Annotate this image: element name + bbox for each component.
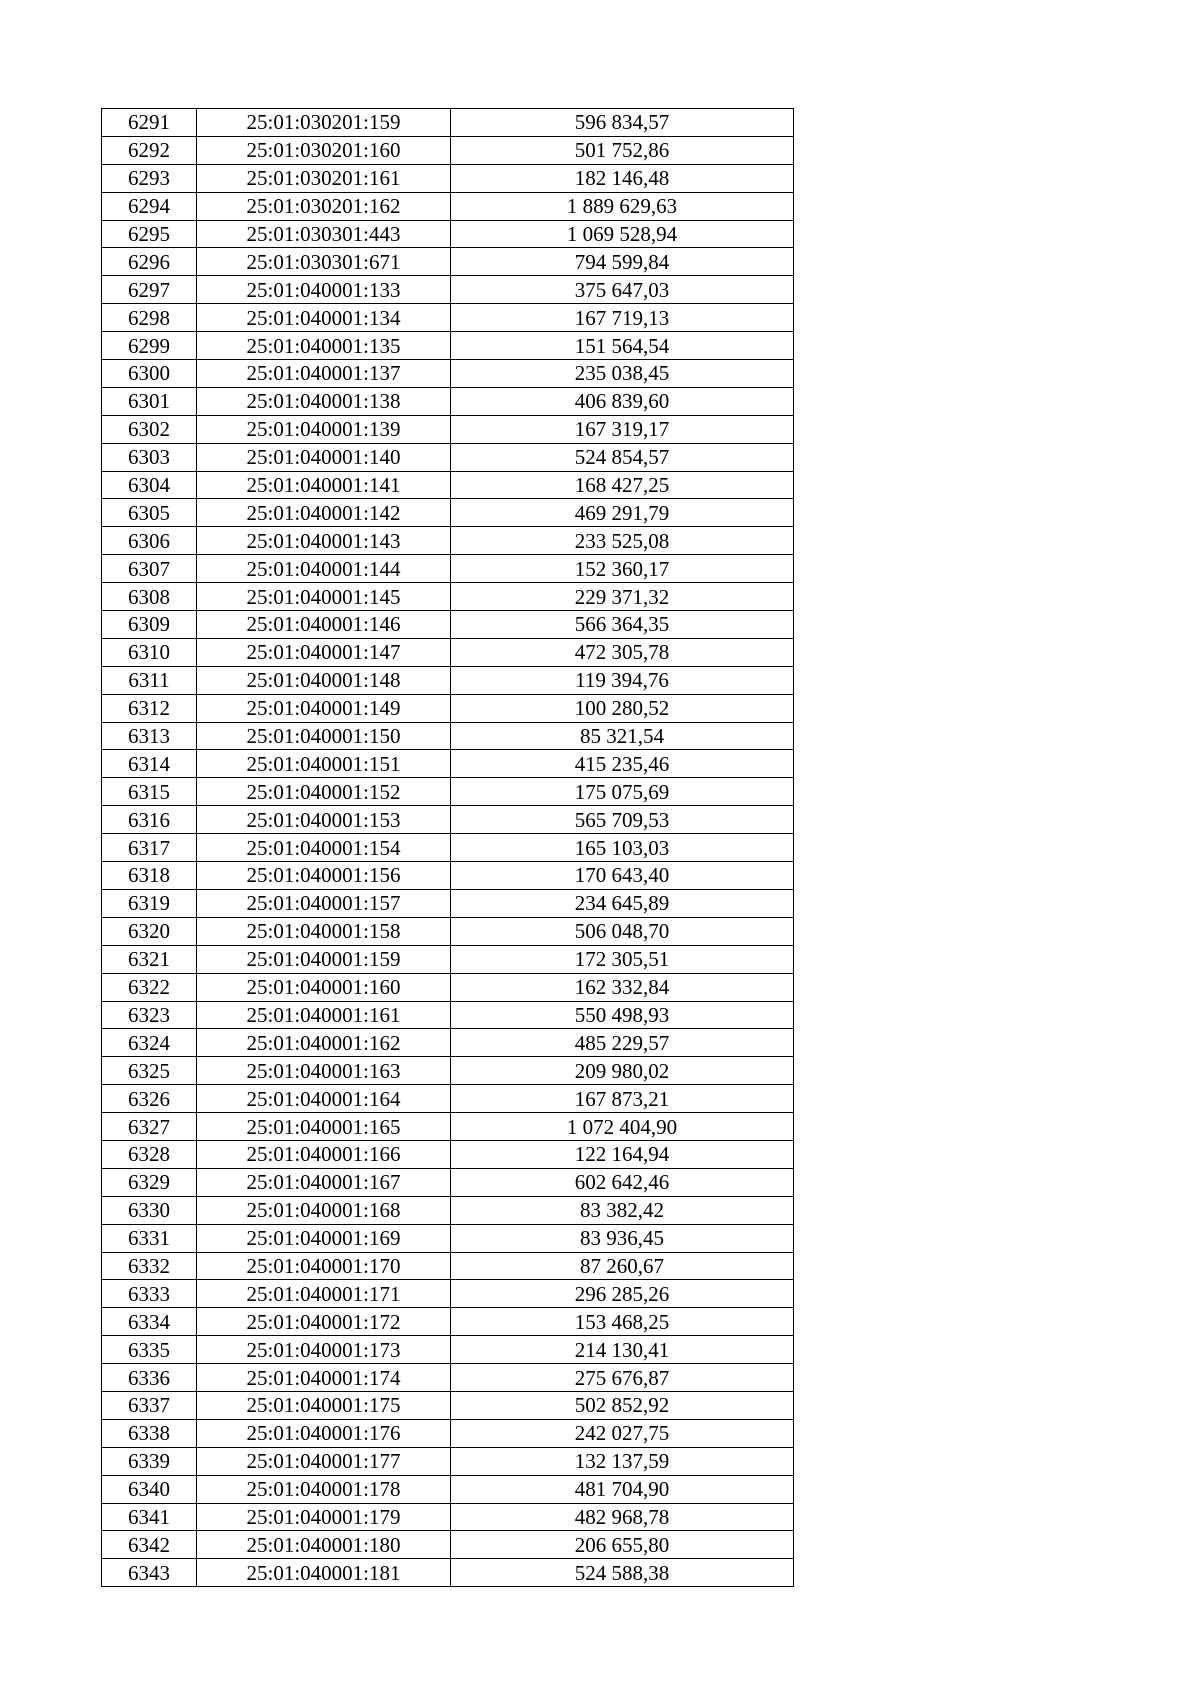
value-cell: 524 588,38 — [451, 1559, 794, 1587]
table-row — [102, 722, 794, 750]
row-number-cell: 6303 — [102, 443, 197, 471]
cadastral-number-cell: 25:01:040001:160 — [197, 973, 451, 1001]
cadastral-number-cell: 25:01:040001:141 — [197, 471, 451, 499]
cadastral-number-cell: 25:01:040001:135 — [197, 332, 451, 360]
row-number-cell: 6304 — [102, 471, 197, 499]
value-cell: 485 229,57 — [451, 1029, 794, 1057]
cadastral-number-cell: 25:01:040001:154 — [197, 834, 451, 862]
table-row — [102, 889, 794, 917]
value-cell: 229 371,32 — [451, 583, 794, 611]
row-number-cell: 6334 — [102, 1308, 197, 1336]
table-row — [102, 136, 794, 164]
cadastral-number-cell: 25:01:040001:133 — [197, 276, 451, 304]
value-cell: 1 072 404,90 — [451, 1113, 794, 1141]
value-cell: 375 647,03 — [451, 276, 794, 304]
cadastral-number-cell: 25:01:040001:169 — [197, 1224, 451, 1252]
row-number-cell: 6340 — [102, 1475, 197, 1503]
table-row — [102, 109, 794, 137]
row-number-cell: 6330 — [102, 1196, 197, 1224]
value-cell: 83 382,42 — [451, 1196, 794, 1224]
value-cell: 119 394,76 — [451, 666, 794, 694]
cadastral-number-cell: 25:01:040001:167 — [197, 1168, 451, 1196]
cadastral-number-cell: 25:01:040001:151 — [197, 750, 451, 778]
table-row — [102, 945, 794, 973]
row-number-cell: 6343 — [102, 1559, 197, 1587]
cadastral-number-cell: 25:01:040001:146 — [197, 611, 451, 639]
value-cell: 482 968,78 — [451, 1503, 794, 1531]
cadastral-number-cell: 25:01:040001:140 — [197, 443, 451, 471]
value-cell: 214 130,41 — [451, 1336, 794, 1364]
value-cell: 235 038,45 — [451, 360, 794, 388]
cadastral-number-cell: 25:01:040001:165 — [197, 1113, 451, 1141]
cadastral-number-cell: 25:01:040001:161 — [197, 1001, 451, 1029]
value-cell: 152 360,17 — [451, 555, 794, 583]
value-cell: 550 498,93 — [451, 1001, 794, 1029]
cadastral-number-cell: 25:01:040001:157 — [197, 889, 451, 917]
row-number-cell: 6319 — [102, 889, 197, 917]
row-number-cell: 6331 — [102, 1224, 197, 1252]
row-number-cell: 6325 — [102, 1057, 197, 1085]
cadastral-number-cell: 25:01:040001:162 — [197, 1029, 451, 1057]
table-row — [102, 1531, 794, 1559]
row-number-cell: 6301 — [102, 387, 197, 415]
row-number-cell: 6341 — [102, 1503, 197, 1531]
row-number-cell: 6308 — [102, 583, 197, 611]
row-number-cell: 6323 — [102, 1001, 197, 1029]
value-cell: 1 069 528,94 — [451, 220, 794, 248]
table-row — [102, 304, 794, 332]
row-number-cell: 6312 — [102, 694, 197, 722]
row-number-cell: 6336 — [102, 1364, 197, 1392]
value-cell: 87 260,67 — [451, 1252, 794, 1280]
value-cell: 182 146,48 — [451, 164, 794, 192]
value-cell: 502 852,92 — [451, 1391, 794, 1419]
cadastral-value-table — [101, 108, 794, 1587]
cadastral-number-cell: 25:01:040001:143 — [197, 527, 451, 555]
table-row — [102, 666, 794, 694]
table-row — [102, 1224, 794, 1252]
cadastral-number-cell: 25:01:040001:175 — [197, 1391, 451, 1419]
value-cell: 151 564,54 — [451, 332, 794, 360]
value-cell: 234 645,89 — [451, 889, 794, 917]
row-number-cell: 6314 — [102, 750, 197, 778]
cadastral-number-cell: 25:01:040001:138 — [197, 387, 451, 415]
value-cell: 162 332,84 — [451, 973, 794, 1001]
row-number-cell: 6310 — [102, 638, 197, 666]
table-row — [102, 555, 794, 583]
table-body — [102, 109, 794, 1587]
cadastral-number-cell: 25:01:040001:166 — [197, 1140, 451, 1168]
cadastral-number-cell: 25:01:040001:149 — [197, 694, 451, 722]
cadastral-number-cell: 25:01:040001:145 — [197, 583, 451, 611]
cadastral-number-cell: 25:01:040001:139 — [197, 415, 451, 443]
row-number-cell: 6321 — [102, 945, 197, 973]
row-number-cell: 6316 — [102, 806, 197, 834]
table-row — [102, 1475, 794, 1503]
value-cell: 100 280,52 — [451, 694, 794, 722]
value-cell: 206 655,80 — [451, 1531, 794, 1559]
row-number-cell: 6327 — [102, 1113, 197, 1141]
row-number-cell: 6296 — [102, 248, 197, 276]
row-number-cell: 6329 — [102, 1168, 197, 1196]
row-number-cell: 6311 — [102, 666, 197, 694]
row-number-cell: 6317 — [102, 834, 197, 862]
cadastral-number-cell: 25:01:030201:162 — [197, 192, 451, 220]
value-cell: 296 285,26 — [451, 1280, 794, 1308]
row-number-cell: 6291 — [102, 109, 197, 137]
cadastral-number-cell: 25:01:040001:147 — [197, 638, 451, 666]
cadastral-number-cell: 25:01:040001:156 — [197, 862, 451, 890]
row-number-cell: 6332 — [102, 1252, 197, 1280]
row-number-cell: 6300 — [102, 360, 197, 388]
table-row — [102, 1196, 794, 1224]
table-row — [102, 192, 794, 220]
cadastral-number-cell: 25:01:040001:159 — [197, 945, 451, 973]
table-row — [102, 1252, 794, 1280]
value-cell: 275 676,87 — [451, 1364, 794, 1392]
value-cell: 469 291,79 — [451, 499, 794, 527]
row-number-cell: 6328 — [102, 1140, 197, 1168]
cadastral-number-cell: 25:01:040001:152 — [197, 778, 451, 806]
value-cell: 172 305,51 — [451, 945, 794, 973]
row-number-cell: 6326 — [102, 1085, 197, 1113]
cadastral-number-cell: 25:01:040001:170 — [197, 1252, 451, 1280]
cadastral-number-cell: 25:01:040001:158 — [197, 917, 451, 945]
row-number-cell: 6305 — [102, 499, 197, 527]
cadastral-number-cell: 25:01:040001:144 — [197, 555, 451, 583]
table-row — [102, 1447, 794, 1475]
cadastral-number-cell: 25:01:030301:671 — [197, 248, 451, 276]
table-row — [102, 1001, 794, 1029]
cadastral-number-cell: 25:01:040001:174 — [197, 1364, 451, 1392]
row-number-cell: 6322 — [102, 973, 197, 1001]
row-number-cell: 6313 — [102, 722, 197, 750]
row-number-cell: 6342 — [102, 1531, 197, 1559]
table-row — [102, 750, 794, 778]
row-number-cell: 6315 — [102, 778, 197, 806]
row-number-cell: 6298 — [102, 304, 197, 332]
table-row — [102, 1503, 794, 1531]
value-cell: 596 834,57 — [451, 109, 794, 137]
table-row — [102, 415, 794, 443]
row-number-cell: 6294 — [102, 192, 197, 220]
value-cell: 132 137,59 — [451, 1447, 794, 1475]
cadastral-number-cell: 25:01:040001:181 — [197, 1559, 451, 1587]
cadastral-number-cell: 25:01:030201:159 — [197, 109, 451, 137]
cadastral-number-cell: 25:01:040001:178 — [197, 1475, 451, 1503]
value-cell: 565 709,53 — [451, 806, 794, 834]
row-number-cell: 6306 — [102, 527, 197, 555]
row-number-cell: 6307 — [102, 555, 197, 583]
table-row — [102, 611, 794, 639]
value-cell: 481 704,90 — [451, 1475, 794, 1503]
row-number-cell: 6324 — [102, 1029, 197, 1057]
value-cell: 506 048,70 — [451, 917, 794, 945]
value-cell: 794 599,84 — [451, 248, 794, 276]
cadastral-number-cell: 25:01:040001:148 — [197, 666, 451, 694]
row-number-cell: 6320 — [102, 917, 197, 945]
cadastral-number-cell: 25:01:040001:173 — [197, 1336, 451, 1364]
table-row — [102, 1113, 794, 1141]
value-cell: 524 854,57 — [451, 443, 794, 471]
table-row — [102, 220, 794, 248]
value-cell: 406 839,60 — [451, 387, 794, 415]
cadastral-number-cell: 25:01:040001:164 — [197, 1085, 451, 1113]
cadastral-number-cell: 25:01:040001:171 — [197, 1280, 451, 1308]
row-number-cell: 6339 — [102, 1447, 197, 1475]
table-row — [102, 360, 794, 388]
cadastral-number-cell: 25:01:040001:180 — [197, 1531, 451, 1559]
cadastral-number-cell: 25:01:040001:172 — [197, 1308, 451, 1336]
value-cell: 1 889 629,63 — [451, 192, 794, 220]
table-row — [102, 917, 794, 945]
value-cell: 167 873,21 — [451, 1085, 794, 1113]
cadastral-number-cell: 25:01:040001:177 — [197, 1447, 451, 1475]
row-number-cell: 6292 — [102, 136, 197, 164]
table-row — [102, 694, 794, 722]
row-number-cell: 6338 — [102, 1419, 197, 1447]
value-cell: 122 164,94 — [451, 1140, 794, 1168]
row-number-cell: 6333 — [102, 1280, 197, 1308]
row-number-cell: 6318 — [102, 862, 197, 890]
table-row — [102, 1419, 794, 1447]
value-cell: 170 643,40 — [451, 862, 794, 890]
cadastral-number-cell: 25:01:040001:134 — [197, 304, 451, 332]
table-row — [102, 1364, 794, 1392]
row-number-cell: 6302 — [102, 415, 197, 443]
table-row — [102, 834, 794, 862]
table-row — [102, 778, 794, 806]
table-row — [102, 583, 794, 611]
table-row — [102, 1029, 794, 1057]
table-row — [102, 248, 794, 276]
table-row — [102, 1140, 794, 1168]
table-row — [102, 276, 794, 304]
table-row — [102, 1085, 794, 1113]
cadastral-number-cell: 25:01:030201:161 — [197, 164, 451, 192]
table-row — [102, 1559, 794, 1587]
value-cell: 167 719,13 — [451, 304, 794, 332]
table-row — [102, 332, 794, 360]
row-number-cell: 6297 — [102, 276, 197, 304]
cadastral-number-cell: 25:01:040001:179 — [197, 1503, 451, 1531]
value-cell: 153 468,25 — [451, 1308, 794, 1336]
table-row — [102, 1308, 794, 1336]
cadastral-number-cell: 25:01:040001:142 — [197, 499, 451, 527]
row-number-cell: 6337 — [102, 1391, 197, 1419]
value-cell: 233 525,08 — [451, 527, 794, 555]
table-row — [102, 164, 794, 192]
row-number-cell: 6295 — [102, 220, 197, 248]
cadastral-number-cell: 25:01:030201:160 — [197, 136, 451, 164]
table-row — [102, 527, 794, 555]
cadastral-number-cell: 25:01:040001:150 — [197, 722, 451, 750]
value-cell: 167 319,17 — [451, 415, 794, 443]
cadastral-number-cell: 25:01:030301:443 — [197, 220, 451, 248]
cadastral-number-cell: 25:01:040001:163 — [197, 1057, 451, 1085]
value-cell: 242 027,75 — [451, 1419, 794, 1447]
table-row — [102, 806, 794, 834]
value-cell: 602 642,46 — [451, 1168, 794, 1196]
table-row — [102, 638, 794, 666]
table-row — [102, 1168, 794, 1196]
value-cell: 501 752,86 — [451, 136, 794, 164]
table-row — [102, 443, 794, 471]
value-cell: 168 427,25 — [451, 471, 794, 499]
table-row — [102, 471, 794, 499]
cadastral-number-cell: 25:01:040001:168 — [197, 1196, 451, 1224]
cadastral-number-cell: 25:01:040001:176 — [197, 1419, 451, 1447]
cadastral-number-cell: 25:01:040001:153 — [197, 806, 451, 834]
table-row — [102, 1391, 794, 1419]
value-cell: 209 980,02 — [451, 1057, 794, 1085]
table-row — [102, 973, 794, 1001]
table-row — [102, 1057, 794, 1085]
table-row — [102, 1280, 794, 1308]
row-number-cell: 6309 — [102, 611, 197, 639]
row-number-cell: 6335 — [102, 1336, 197, 1364]
row-number-cell: 6299 — [102, 332, 197, 360]
value-cell: 415 235,46 — [451, 750, 794, 778]
value-cell: 165 103,03 — [451, 834, 794, 862]
table-row — [102, 862, 794, 890]
value-cell: 472 305,78 — [451, 638, 794, 666]
table-row — [102, 1336, 794, 1364]
value-cell: 85 321,54 — [451, 722, 794, 750]
value-cell: 175 075,69 — [451, 778, 794, 806]
table-row — [102, 387, 794, 415]
value-cell: 566 364,35 — [451, 611, 794, 639]
row-number-cell: 6293 — [102, 164, 197, 192]
table-row — [102, 499, 794, 527]
value-cell: 83 936,45 — [451, 1224, 794, 1252]
cadastral-number-cell: 25:01:040001:137 — [197, 360, 451, 388]
